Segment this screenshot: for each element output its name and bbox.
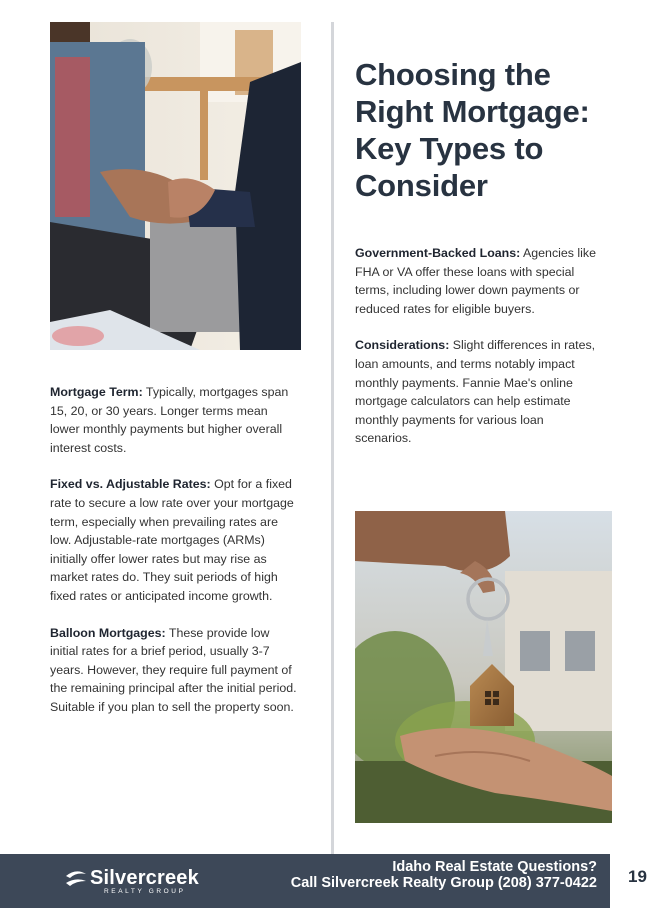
column-divider bbox=[331, 22, 334, 854]
footer-contact bbox=[291, 859, 597, 891]
footer-bar bbox=[0, 854, 610, 908]
paragraph-fixed-vs-adjustable bbox=[50, 475, 300, 605]
page-number: 19 bbox=[610, 854, 665, 908]
paragraph-government-backed bbox=[355, 244, 600, 318]
logo-subtitle: REALTY GROUP bbox=[104, 888, 186, 895]
paragraph-heading: Mortgage Term: bbox=[50, 385, 143, 399]
paragraph-heading: Fixed vs. Adjustable Rates: bbox=[50, 477, 211, 492]
paragraph-text: Opt for a fixed rate to secure a low rate over your mortgage term, especially when prevailing rates are low. Adjustable-rate mortgages (ARMs) initially offer lower rates but may rise as market rates do. They suit periods of high fixed rates or anticipated income growth. bbox=[50, 477, 294, 603]
left-column bbox=[50, 383, 300, 735]
paragraph-mortgage-term bbox=[50, 383, 300, 457]
paragraph-text: Typically, mortgages span 15, 20, or 30 years. Longer terms mean lower monthly payments but higher overall interest costs. bbox=[50, 385, 289, 455]
paragraph-text: These provide low initial rates for a brief period, usually 3-7 years. However, they require full payment of the remaining principal after the initial period. Suitable if you plan to sell the property soon. bbox=[50, 625, 297, 714]
paragraph-heading: Balloon Mortgages: bbox=[50, 625, 166, 640]
footer-question: Idaho Real Estate Questions? bbox=[392, 859, 597, 875]
paragraph-balloon-mortgages bbox=[50, 624, 300, 717]
house-keys-photo bbox=[355, 511, 612, 823]
paragraph-heading: Government-Backed Loans: bbox=[355, 246, 521, 260]
footer-phone[interactable]: Call Silvercreek Realty Group (208) 377-0422 bbox=[290, 875, 597, 891]
logo-swoosh-icon bbox=[64, 868, 88, 890]
page-title: Choosing the Right Mortgage: Key Types to Consider bbox=[355, 57, 590, 203]
paragraph-text: Agencies like FHA or VA offer these loans with special terms, including lower down payments or reduced rates for eligible buyers. bbox=[355, 246, 597, 316]
right-column bbox=[355, 244, 600, 466]
handshake-photo bbox=[50, 22, 301, 350]
logo-name: Silvercreek bbox=[90, 867, 199, 889]
paragraph-heading: Considerations: bbox=[355, 338, 450, 353]
paragraph-considerations bbox=[355, 336, 600, 448]
paragraph-text: Slight differences in rates, loan amounts, and terms notably impact monthly payments. Fannie Mae's online mortgage calculators can help estimate monthly payments for various loan scenarios. bbox=[355, 338, 596, 446]
